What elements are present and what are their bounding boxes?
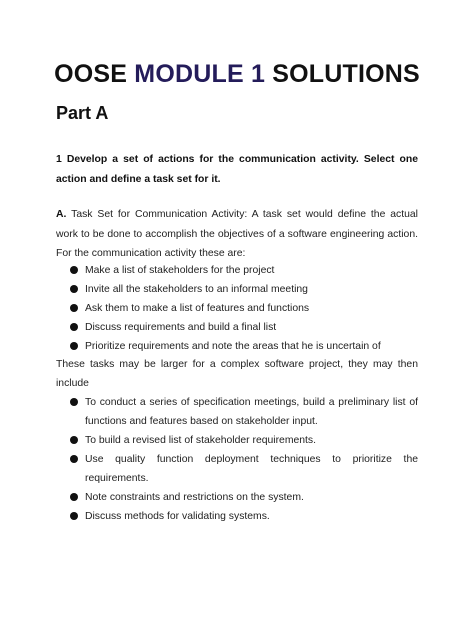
list-item	[70, 337, 418, 356]
list-item	[70, 318, 418, 337]
bullet-icon	[70, 512, 78, 520]
answer-paragraph	[56, 205, 418, 264]
bullet-icon	[70, 285, 78, 293]
list-item-text: Use quality function deployment techniques to prioritize the requirements.	[85, 454, 418, 484]
bullet-icon	[70, 455, 78, 463]
document-title	[0, 60, 474, 89]
list-item-text: Note constraints and restrictions on the system.	[85, 492, 304, 503]
list-item-text: Make a list of stakeholders for the project	[85, 265, 275, 276]
bullet-icon	[70, 342, 78, 350]
bullet-icon	[70, 398, 78, 406]
list-item-text: Invite all the stakeholders to an informal meeting	[85, 284, 308, 295]
title-prefix: OOSE	[54, 60, 135, 88]
complex-project-paragraph: These tasks may be larger for a complex software project, they may then include	[56, 359, 418, 389]
list-item-text: Prioritize requirements and note the areas that he is uncertain of	[85, 341, 381, 352]
list-item	[70, 507, 418, 526]
task-list	[70, 261, 418, 356]
bullet-icon	[70, 323, 78, 331]
list-item	[70, 280, 418, 299]
title-accent: MODULE 1	[134, 60, 266, 88]
answer-body: Task Set for Communication Activity: A task set would define the actual work to be done to accomplish the objectives of a software engineering action. For the communication activity these are:	[56, 209, 418, 259]
section-heading: Part A	[56, 103, 109, 123]
list-item	[70, 299, 418, 318]
bullet-icon	[70, 493, 78, 501]
bullet-icon	[70, 436, 78, 444]
list-item-text: Ask them to make a list of features and functions	[85, 303, 310, 314]
list-item	[70, 488, 418, 507]
list-item	[70, 393, 418, 431]
list-item-text: To build a revised list of stakeholder requirements.	[85, 435, 317, 446]
answer-label: A.	[56, 209, 67, 220]
list-item	[70, 261, 418, 280]
list-item	[70, 450, 418, 488]
bullet-icon	[70, 266, 78, 274]
list-item-text: To conduct a series of specification meetings, build a preliminary list of functions and features based on stakeholder input.	[85, 397, 418, 427]
extended-task-list	[70, 393, 418, 526]
bullet-icon	[70, 304, 78, 312]
question-text: 1 Develop a set of actions for the communication activity. Select one action and define a task set for it.	[56, 154, 418, 185]
list-item-text: Discuss methods for validating systems.	[85, 511, 270, 522]
title-suffix: SOLUTIONS	[265, 60, 420, 88]
list-item-text: Discuss requirements and build a final list	[85, 322, 277, 333]
list-item	[70, 431, 418, 450]
